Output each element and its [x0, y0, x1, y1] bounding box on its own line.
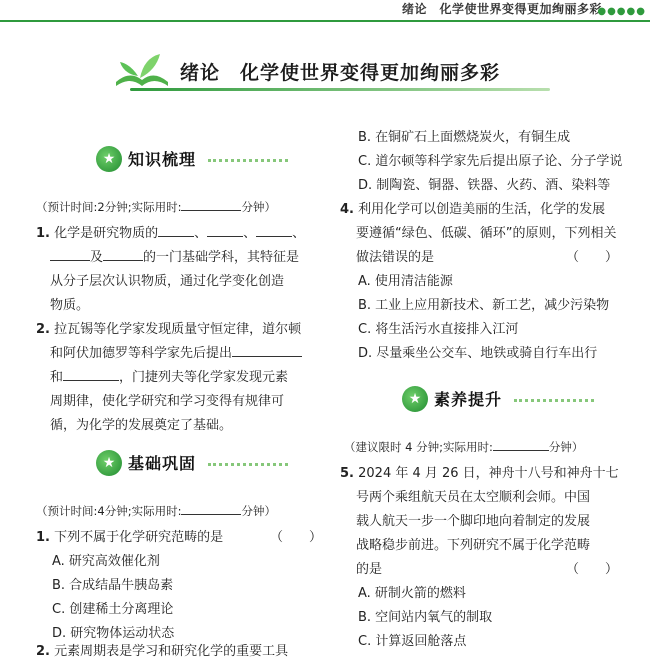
q5-line1: 5. 2024 年 4 月 26 日，神舟十八号和神舟十七 — [340, 466, 619, 481]
option-c: C. 道尔顿等科学家先后提出原子论、分子学说 — [358, 154, 623, 169]
option-b: B. 工业上应用新技术、新工艺，减少污染物 — [358, 298, 610, 313]
option-b: B. 空间站内氧气的制取 — [358, 610, 493, 625]
option-c: C. 创建稀土分离理论 — [52, 602, 174, 617]
option-d: D. 研究物体运动状态 — [52, 626, 175, 641]
star-icon: ★ — [96, 450, 122, 476]
q4-line3: 做法错误的是 — [356, 250, 435, 265]
q5-line5: 的是 — [356, 562, 383, 577]
option-b: B. 合成结晶牛胰岛素 — [52, 578, 174, 593]
section-title: 素养提升 — [434, 390, 503, 409]
header-text: 绪论 化学使世界变得更加绚丽多彩 — [401, 2, 602, 16]
knowledge-q2-line4: 周期律，使化学研究和学习变得有规律可 — [50, 394, 285, 409]
option-a: A. 使用清洁能源 — [358, 274, 453, 289]
star-icon: ★ — [402, 386, 428, 412]
section-header-knowledge — [96, 144, 316, 174]
basic-q1-stem: 1. 下列不属于化学研究范畴的是 — [36, 530, 224, 545]
knowledge-q2-line1: 2. 拉瓦锡等化学家发现质量守恒定律，道尔顿 — [36, 322, 302, 337]
chapter-title-block — [110, 48, 550, 94]
q4-line1: 4. 利用化学可以创造美丽的生活，化学的发展 — [340, 202, 606, 217]
option-c: C. 将生活污水直接排入江河 — [358, 322, 519, 337]
time-note-basic: （预计时间:4分钟;实际用时: 分钟） — [36, 504, 276, 518]
option-c: C. 计算返回舱落点 — [358, 634, 467, 649]
answer-paren: （ ） — [566, 250, 619, 265]
book-leaf-icon — [110, 52, 172, 92]
option-a: A. 研制火箭的燃料 — [358, 586, 466, 601]
knowledge-q2-line3: 和 ，门捷列夫等化学家发现元素 — [50, 370, 289, 385]
option-b: B. 在铜矿石上面燃烧炭火，有铜生成 — [358, 130, 571, 145]
option-a: A. 研究高效催化剂 — [52, 554, 160, 569]
knowledge-q1-line3: 从分子层次认识物质，通过化学变化创造 — [50, 274, 285, 289]
chapter-title: 绪论 化学使世界变得更加绚丽多彩 — [180, 62, 501, 84]
knowledge-q1-line2: 及 的一门基础学科，其特征是 — [50, 246, 299, 265]
q5-line3: 载人航天一步一个脚印地向着制定的发展 — [356, 514, 591, 529]
star-icon: ★ — [96, 146, 122, 172]
knowledge-q1-line1: 1. 化学是研究物质的 、 、 、 — [36, 226, 306, 241]
page-header — [0, 0, 650, 22]
section-header-basic — [96, 448, 316, 478]
basic-q2-partial: 2. 元素周期表是学习和研究化学的重要工具 — [36, 644, 289, 659]
dots-decoration — [514, 399, 594, 406]
dots-decoration — [208, 159, 288, 166]
header-dots-decoration: ●●●●● — [597, 6, 646, 17]
knowledge-q2-line2: 和阿伏加德罗等科学家先后提出 — [50, 342, 302, 361]
option-d: D. 尽量乘坐公交车、地铁或骑自行车出行 — [358, 346, 598, 361]
section-header-literacy — [402, 384, 622, 414]
title-underline — [130, 88, 550, 91]
answer-paren: （ ） — [566, 562, 619, 577]
dots-decoration — [208, 463, 288, 470]
time-note-literacy: （建议限时 4 分钟;实际用时: 分钟） — [344, 440, 584, 454]
q5-line2: 号两个乘组航天员在太空顺利会师。中国 — [356, 490, 591, 505]
option-d: D. 制陶瓷、铜器、铁器、火药、酒、染料等 — [358, 178, 611, 193]
section-title: 知识梳理 — [128, 150, 197, 169]
q5-line4: 战略稳步前进。下列研究不属于化学范畴 — [356, 538, 591, 553]
time-note-knowledge: （预计时间:2分钟;实际用时: 分钟） — [36, 200, 276, 214]
q4-line2: 要遵循“绿色、低碳、循环”的原则，下列相关 — [356, 226, 617, 241]
knowledge-q1-line4: 物质。 — [50, 298, 90, 313]
knowledge-q2-line5: 循，为化学的发展奠定了基础。 — [50, 418, 233, 433]
section-title: 基础巩固 — [128, 454, 197, 473]
answer-paren: （ ） — [270, 530, 323, 545]
